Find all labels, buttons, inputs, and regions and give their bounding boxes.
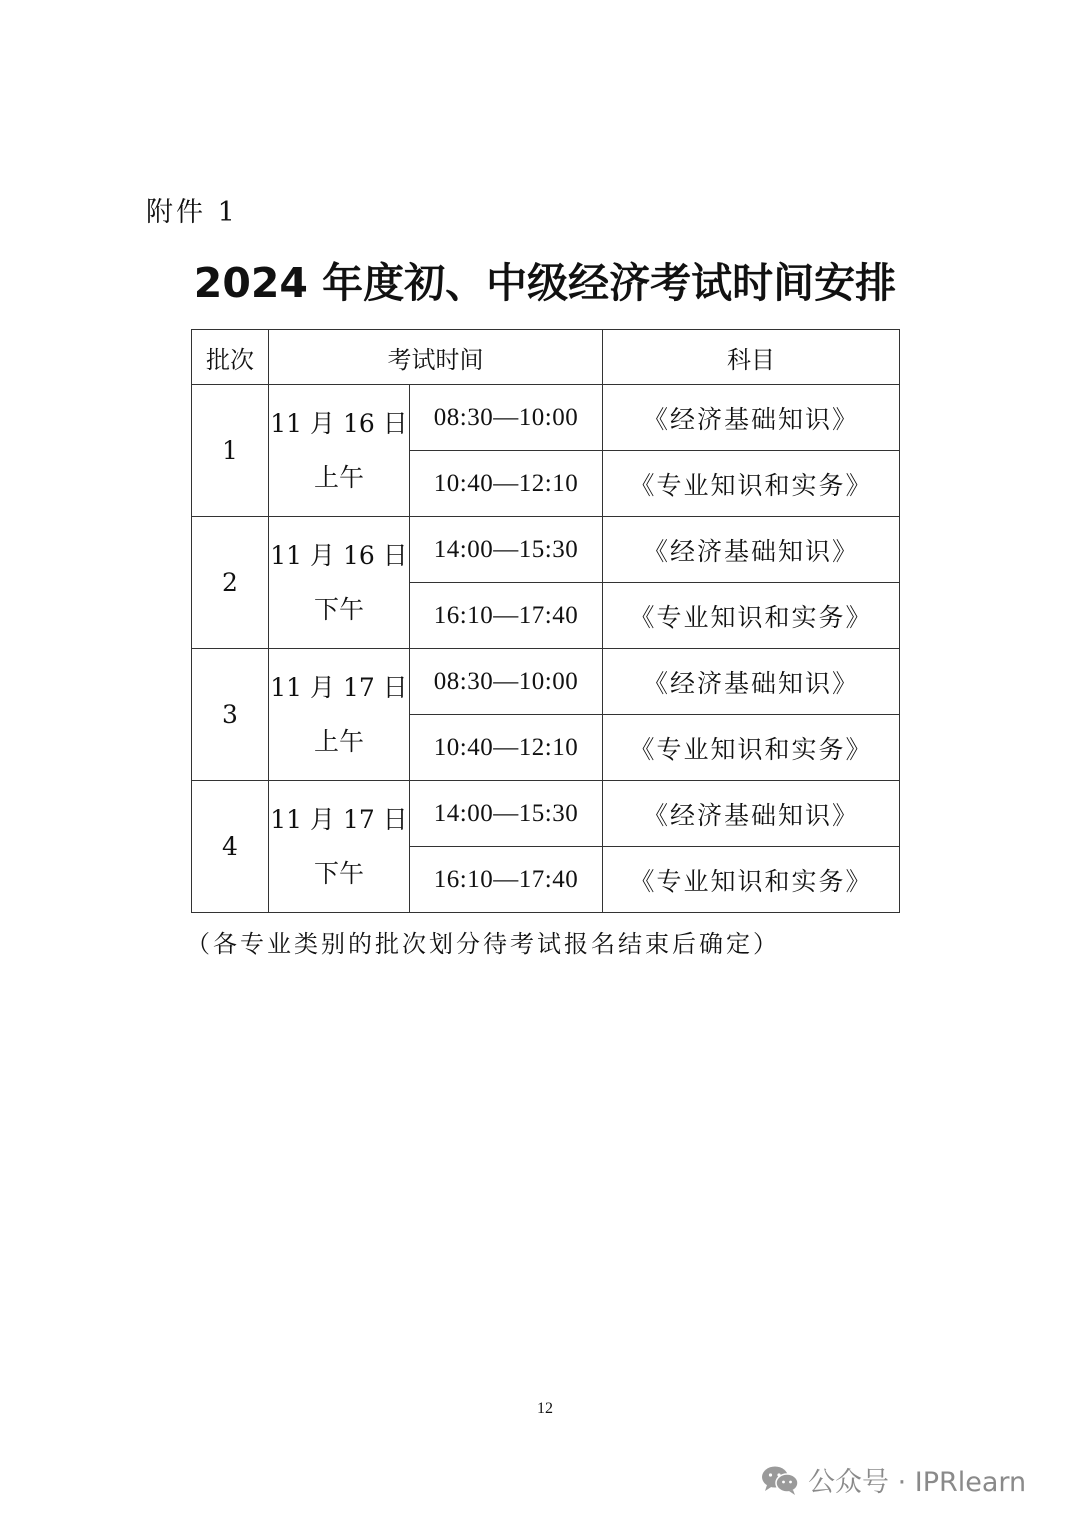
page-number: 12 [537,1400,553,1417]
session-time: 16:10—17:40 [410,847,603,913]
exam-date [269,385,410,517]
batch-number: 4 [192,781,269,913]
session-subject: 《经济基础知识》 [603,385,900,451]
period-text: 上午 [313,726,364,756]
table-row [192,649,900,715]
date-text: 11 月 17 日 [270,672,408,702]
page-title: 2024 年度初、中级经济考试时间安排 [193,259,897,307]
session-time: 10:40—12:10 [410,451,603,517]
date-text: 11 月 17 日 [270,804,408,834]
period-text: 下午 [313,858,364,888]
session-time: 14:00—15:30 [410,781,603,847]
session-time: 08:30—10:00 [410,385,603,451]
header-subject: 科目 [603,330,900,385]
table-row [192,385,900,451]
table-row [192,781,900,847]
period-text: 下午 [313,594,364,624]
session-subject: 《专业知识和实务》 [603,847,900,913]
table-row [192,517,900,583]
session-time: 10:40—12:10 [410,715,603,781]
exam-date [269,517,410,649]
watermark [760,1460,1026,1499]
exam-date [269,781,410,913]
header-batch: 批次 [192,330,269,385]
batch-number: 2 [192,517,269,649]
exam-date [269,649,410,781]
attachment-label: 附件 1 [146,197,238,228]
period-text: 上午 [313,462,364,492]
session-time: 08:30—10:00 [410,649,603,715]
session-subject: 《专业知识和实务》 [603,583,900,649]
session-subject: 《经济基础知识》 [603,517,900,583]
batch-number: 3 [192,649,269,781]
session-time: 16:10—17:40 [410,583,603,649]
table-header-row [192,330,900,385]
watermark-text: 公众号 · IPRlearn [808,1467,1027,1498]
wechat-icon [760,1464,800,1496]
session-subject: 《经济基础知识》 [603,781,900,847]
session-subject: 《专业知识和实务》 [603,451,900,517]
date-text: 11 月 16 日 [270,408,408,438]
session-subject: 《专业知识和实务》 [603,715,900,781]
table-note: （各专业类别的批次划分待考试报名结束后确定） [186,930,780,958]
exam-schedule-table [191,329,900,913]
batch-number: 1 [192,385,269,517]
session-time: 14:00—15:30 [410,517,603,583]
header-exam-time: 考试时间 [269,330,603,385]
date-text: 11 月 16 日 [270,540,408,570]
session-subject: 《经济基础知识》 [603,649,900,715]
